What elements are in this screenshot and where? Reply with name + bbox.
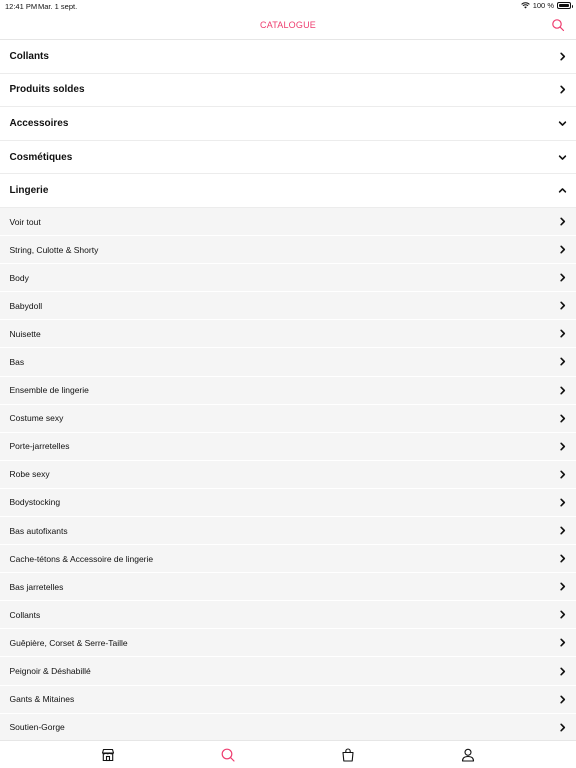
submenu-item[interactable] bbox=[0, 686, 576, 714]
tab-store[interactable] bbox=[100, 747, 116, 763]
search-icon bbox=[551, 18, 565, 32]
tab-bar bbox=[0, 740, 576, 768]
submenu-item[interactable] bbox=[0, 657, 576, 685]
category-collants[interactable] bbox=[0, 40, 576, 74]
search-icon bbox=[220, 747, 236, 763]
status-date: Mar. 1 sept. bbox=[38, 2, 78, 11]
wifi-icon bbox=[521, 2, 530, 9]
submenu-item-label: Ensemble de lingerie bbox=[9, 385, 89, 396]
submenu-item-label: Porte-jarretelles bbox=[9, 441, 70, 452]
submenu-item[interactable] bbox=[0, 320, 576, 348]
submenu-item-label: Body bbox=[9, 272, 29, 283]
submenu-item-label: String, Culotte & Shorty bbox=[9, 244, 99, 255]
submenu-item[interactable] bbox=[0, 264, 576, 292]
category-label: Cosmétiques bbox=[9, 151, 73, 163]
submenu-item-label: Bas autofixants bbox=[9, 525, 68, 536]
submenu-item[interactable] bbox=[0, 545, 576, 573]
submenu-item-label: Costume sexy bbox=[9, 413, 64, 424]
bag-icon bbox=[340, 747, 356, 763]
chevron-right-icon bbox=[558, 470, 567, 479]
tab-bag[interactable] bbox=[340, 747, 356, 763]
submenu-item[interactable] bbox=[0, 517, 576, 545]
submenu-item[interactable] bbox=[0, 573, 576, 601]
chevron-up-icon bbox=[558, 186, 567, 195]
profile-icon bbox=[460, 747, 476, 763]
chevron-right-icon bbox=[558, 52, 567, 61]
category-lingerie[interactable] bbox=[0, 174, 576, 208]
submenu-item-label: Peignoir & Déshabillé bbox=[9, 666, 91, 677]
store-icon bbox=[100, 747, 116, 763]
submenu-item-label: Bodystocking bbox=[9, 497, 61, 508]
submenu-item-label: Gants & Mitaines bbox=[9, 694, 75, 705]
chevron-right-icon bbox=[558, 667, 567, 676]
chevron-right-icon bbox=[558, 217, 567, 226]
submenu-item[interactable] bbox=[0, 629, 576, 657]
submenu-item[interactable] bbox=[0, 601, 576, 629]
chevron-right-icon bbox=[558, 85, 567, 94]
submenu-item-label: Bas jarretelles bbox=[9, 581, 64, 592]
tab-search[interactable] bbox=[220, 747, 236, 763]
chevron-right-icon bbox=[558, 526, 567, 535]
chevron-right-icon bbox=[558, 695, 567, 704]
app-header bbox=[0, 12, 576, 40]
chevron-right-icon bbox=[558, 273, 567, 282]
category-accessoires[interactable] bbox=[0, 107, 576, 141]
battery-percent: 100 % bbox=[532, 1, 554, 10]
submenu-item-label: Voir tout bbox=[9, 216, 41, 227]
category-cosmetiques[interactable] bbox=[0, 141, 576, 175]
category-label: Collants bbox=[9, 50, 49, 62]
chevron-right-icon bbox=[558, 638, 567, 647]
page-title: CATALOGUE bbox=[260, 20, 316, 30]
submenu-item[interactable] bbox=[0, 292, 576, 320]
submenu-item-label: Cache-tétons & Accessoire de lingerie bbox=[9, 553, 154, 564]
submenu-item[interactable] bbox=[0, 405, 576, 433]
chevron-right-icon bbox=[558, 329, 567, 338]
submenu-item[interactable] bbox=[0, 236, 576, 264]
tab-profile[interactable] bbox=[460, 747, 476, 763]
submenu-item[interactable] bbox=[0, 348, 576, 376]
chevron-right-icon bbox=[558, 723, 567, 732]
chevron-right-icon bbox=[558, 582, 567, 591]
status-time: 12:41 PM bbox=[5, 2, 38, 11]
header-search-button[interactable] bbox=[551, 18, 565, 32]
submenu-item[interactable] bbox=[0, 489, 576, 517]
chevron-right-icon bbox=[558, 301, 567, 310]
chevron-right-icon bbox=[558, 498, 567, 507]
catalogue-list bbox=[0, 40, 576, 740]
chevron-down-icon bbox=[558, 153, 567, 162]
chevron-right-icon bbox=[558, 610, 567, 619]
lingerie-submenu bbox=[0, 208, 576, 740]
chevron-right-icon bbox=[558, 414, 567, 423]
status-right bbox=[521, 1, 571, 10]
chevron-right-icon bbox=[558, 442, 567, 451]
submenu-item[interactable] bbox=[0, 714, 576, 740]
submenu-item-label: Bas bbox=[9, 356, 25, 367]
category-label: Accessoires bbox=[9, 117, 69, 129]
chevron-right-icon bbox=[558, 386, 567, 395]
submenu-item[interactable] bbox=[0, 433, 576, 461]
status-bar bbox=[0, 0, 576, 12]
submenu-item[interactable] bbox=[0, 208, 576, 236]
battery-icon bbox=[557, 2, 571, 9]
submenu-item-label: Babydoll bbox=[9, 300, 43, 311]
submenu-item-label: Soutien-Gorge bbox=[9, 722, 65, 733]
submenu-item-label: Robe sexy bbox=[9, 469, 50, 480]
category-label: Produits soldes bbox=[9, 84, 85, 96]
submenu-item-label: Nuisette bbox=[9, 328, 41, 339]
chevron-right-icon bbox=[558, 357, 567, 366]
category-label: Lingerie bbox=[9, 185, 49, 197]
chevron-right-icon bbox=[558, 245, 567, 254]
submenu-item-label: Guêpière, Corset & Serre-Taille bbox=[9, 637, 128, 648]
chevron-down-icon bbox=[558, 119, 567, 128]
category-produits-soldes[interactable] bbox=[0, 74, 576, 108]
submenu-item[interactable] bbox=[0, 461, 576, 489]
submenu-item[interactable] bbox=[0, 377, 576, 405]
submenu-item-label: Collants bbox=[9, 609, 41, 620]
chevron-right-icon bbox=[558, 554, 567, 563]
